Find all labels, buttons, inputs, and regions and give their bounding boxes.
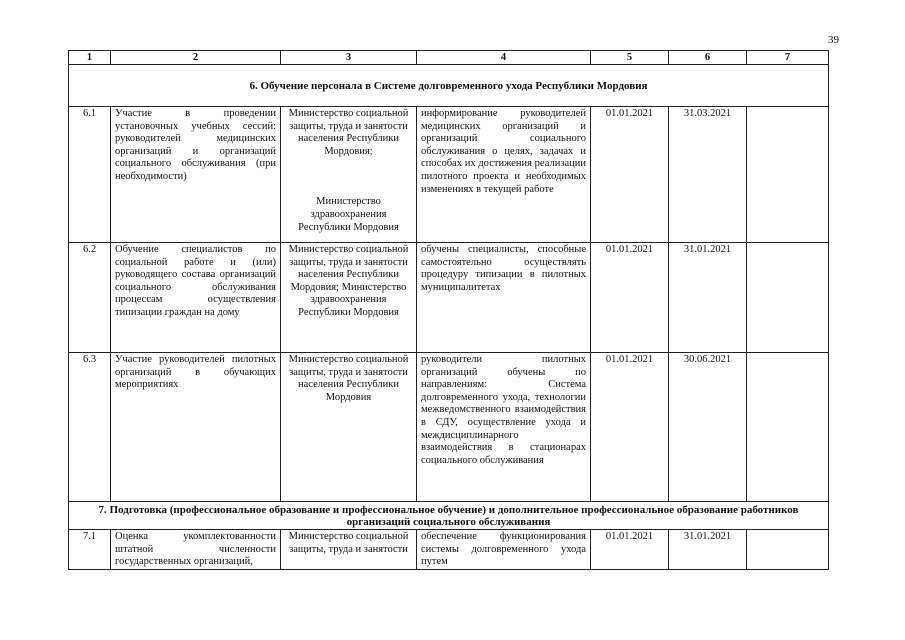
activity-cell: Обучение специалистов по социальной работе и (или) руководящего состава организаций социального обслуживания процессам осуществления типизации граждан на дому bbox=[111, 243, 281, 353]
result-cell: руководители пилотных организаций обучены по направлениям: Система долговременного ухода, технологии межведомственного взаимодействия в СДУ, осуществление ухода и междисциплинарного взаимодействия в стационарах социального обслуживания bbox=[417, 353, 591, 502]
start-date: 01.01.2021 bbox=[591, 243, 669, 353]
activity-cell: Оценка укомплектованности штатной численности государственных организаций, bbox=[111, 530, 281, 570]
responsible-cell: Министерство социальной защиты, труда и занятости bbox=[281, 530, 417, 570]
spacer bbox=[285, 158, 412, 196]
column-header: 3 bbox=[281, 51, 417, 65]
result-cell: обеспечение функционирования системы долговременного ухода путем bbox=[417, 530, 591, 570]
section-title: 7. Подготовка (профессиональное образование и профессиональное обучение) и дополнительное профессиональное образование работников организаций социального обслуживания bbox=[69, 502, 829, 530]
responsible-cell bbox=[281, 243, 417, 353]
start-date: 01.01.2021 bbox=[591, 530, 669, 570]
responsible-ministry: Министерство здравоохранения Республики Мордовия bbox=[298, 281, 407, 318]
row-number: 6.1 bbox=[69, 107, 111, 243]
start-date: 01.01.2021 bbox=[591, 353, 669, 502]
activity-plan-table bbox=[68, 50, 829, 570]
row-number: 6.3 bbox=[69, 353, 111, 502]
end-date: 31.01.2021 bbox=[669, 530, 747, 570]
column-header: 4 bbox=[417, 51, 591, 65]
section-title: 6. Обучение персонала в Системе долговременного ухода Республики Мордовия bbox=[69, 65, 829, 107]
column-header: 1 bbox=[69, 51, 111, 65]
responsible-ministry: Министерство социальной защиты, труда и занятости населения Республики Мордовия; bbox=[288, 244, 409, 293]
responsible-cell bbox=[281, 107, 417, 243]
note-cell bbox=[747, 243, 829, 353]
responsible-ministry: Министерство социальной защиты, труда и занятости населения Республики Мордовия; bbox=[288, 108, 409, 157]
column-header: 7 bbox=[747, 51, 829, 65]
note-cell bbox=[747, 107, 829, 243]
responsible-ministry: Министерство социальной защиты, труда и занятости населения Республики Мордовия bbox=[288, 354, 409, 403]
column-number-header-row bbox=[69, 51, 829, 65]
responsible-ministry: Министерство здравоохранения Республики Мордовия bbox=[298, 196, 399, 233]
table-row bbox=[69, 530, 829, 570]
column-header: 6 bbox=[669, 51, 747, 65]
column-header: 2 bbox=[111, 51, 281, 65]
end-date: 31.01.2021 bbox=[669, 243, 747, 353]
note-cell bbox=[747, 353, 829, 502]
table-row bbox=[69, 243, 829, 353]
section-7-header-row bbox=[69, 502, 829, 530]
page-number: 39 bbox=[828, 34, 839, 46]
result-cell: информирование руководителей медицинских организаций и организаций социального обслуживания о целях, задачах и способах их достижения реализации пилотного проекта и необходимых изменениях в текущей работе bbox=[417, 107, 591, 243]
activity-cell: Участие руководителей пилотных организаций в обучающих мероприятиях bbox=[111, 353, 281, 502]
note-cell bbox=[747, 530, 829, 570]
end-date: 31.03.2021 bbox=[669, 107, 747, 243]
table-row bbox=[69, 107, 829, 243]
table-row bbox=[69, 353, 829, 502]
row-number: 7.1 bbox=[69, 530, 111, 570]
result-cell: обучены специалисты, способные самостоятельно осуществлять процедуру типизации в пилотных муниципалитетах bbox=[417, 243, 591, 353]
start-date: 01.01.2021 bbox=[591, 107, 669, 243]
activity-cell: Участие в проведении установочных учебных сессий: руководителей медицинских организаций и организаций социального обслуживания (при необходимости) bbox=[111, 107, 281, 243]
end-date: 30.06.2021 bbox=[669, 353, 747, 502]
responsible-cell bbox=[281, 353, 417, 502]
column-header: 5 bbox=[591, 51, 669, 65]
row-number: 6.2 bbox=[69, 243, 111, 353]
section-6-header-row bbox=[69, 65, 829, 107]
